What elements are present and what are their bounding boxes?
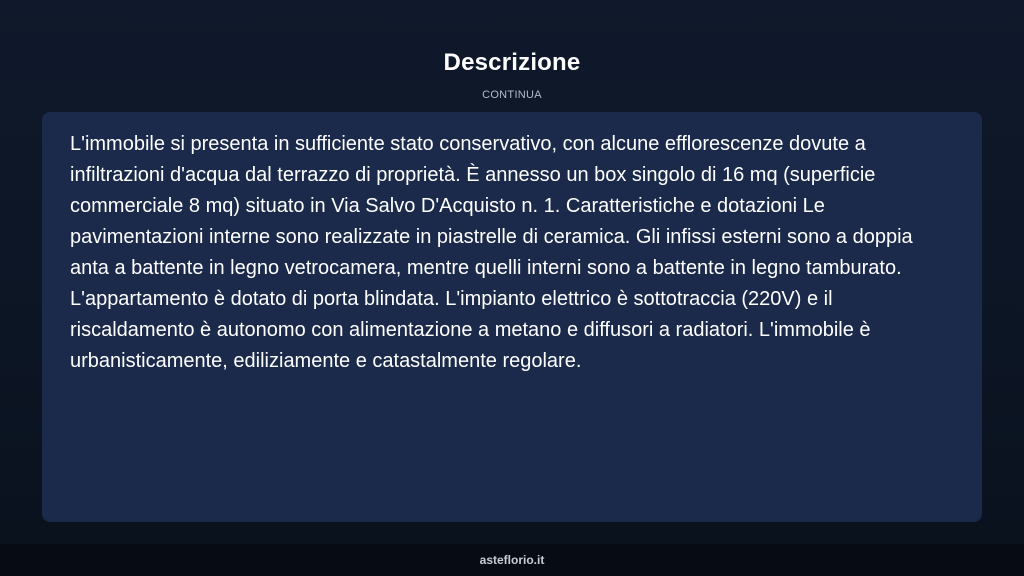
page-title: Descrizione — [443, 49, 581, 76]
footer-domain: asteflorio.it — [479, 553, 545, 567]
footer-bar — [0, 544, 1024, 576]
continue-link[interactable]: CONTINUA — [482, 89, 542, 101]
description-text: L'immobile si presenta in sufficiente stato conservativo, con alcune efflorescenze dovute a infiltrazioni d'acqua dal terrazzo di proprietà. È annesso un box singolo di 16 mq (superficie commerciale 8 mq) situato in Via Salvo D'Acquisto n. 1. Caratteristiche e dotazioni Le pavimentazioni interne sono realizzate in piastrelle di ceramica. Gli infissi esterni sono a doppia anta a battente in legno vetrocamera, mentre quelli interni sono a battente in legno tamburato. L'appartamento è dotato di porta blindata. L'impianto elettrico è sottotraccia (220V) e il riscaldamento è autonomo con alimentazione a metano e diffusori a radiatori. L'immobile è urbanisticamente, ediliziamente e catastalmente regolare. — [70, 133, 913, 372]
description-card — [42, 112, 982, 522]
